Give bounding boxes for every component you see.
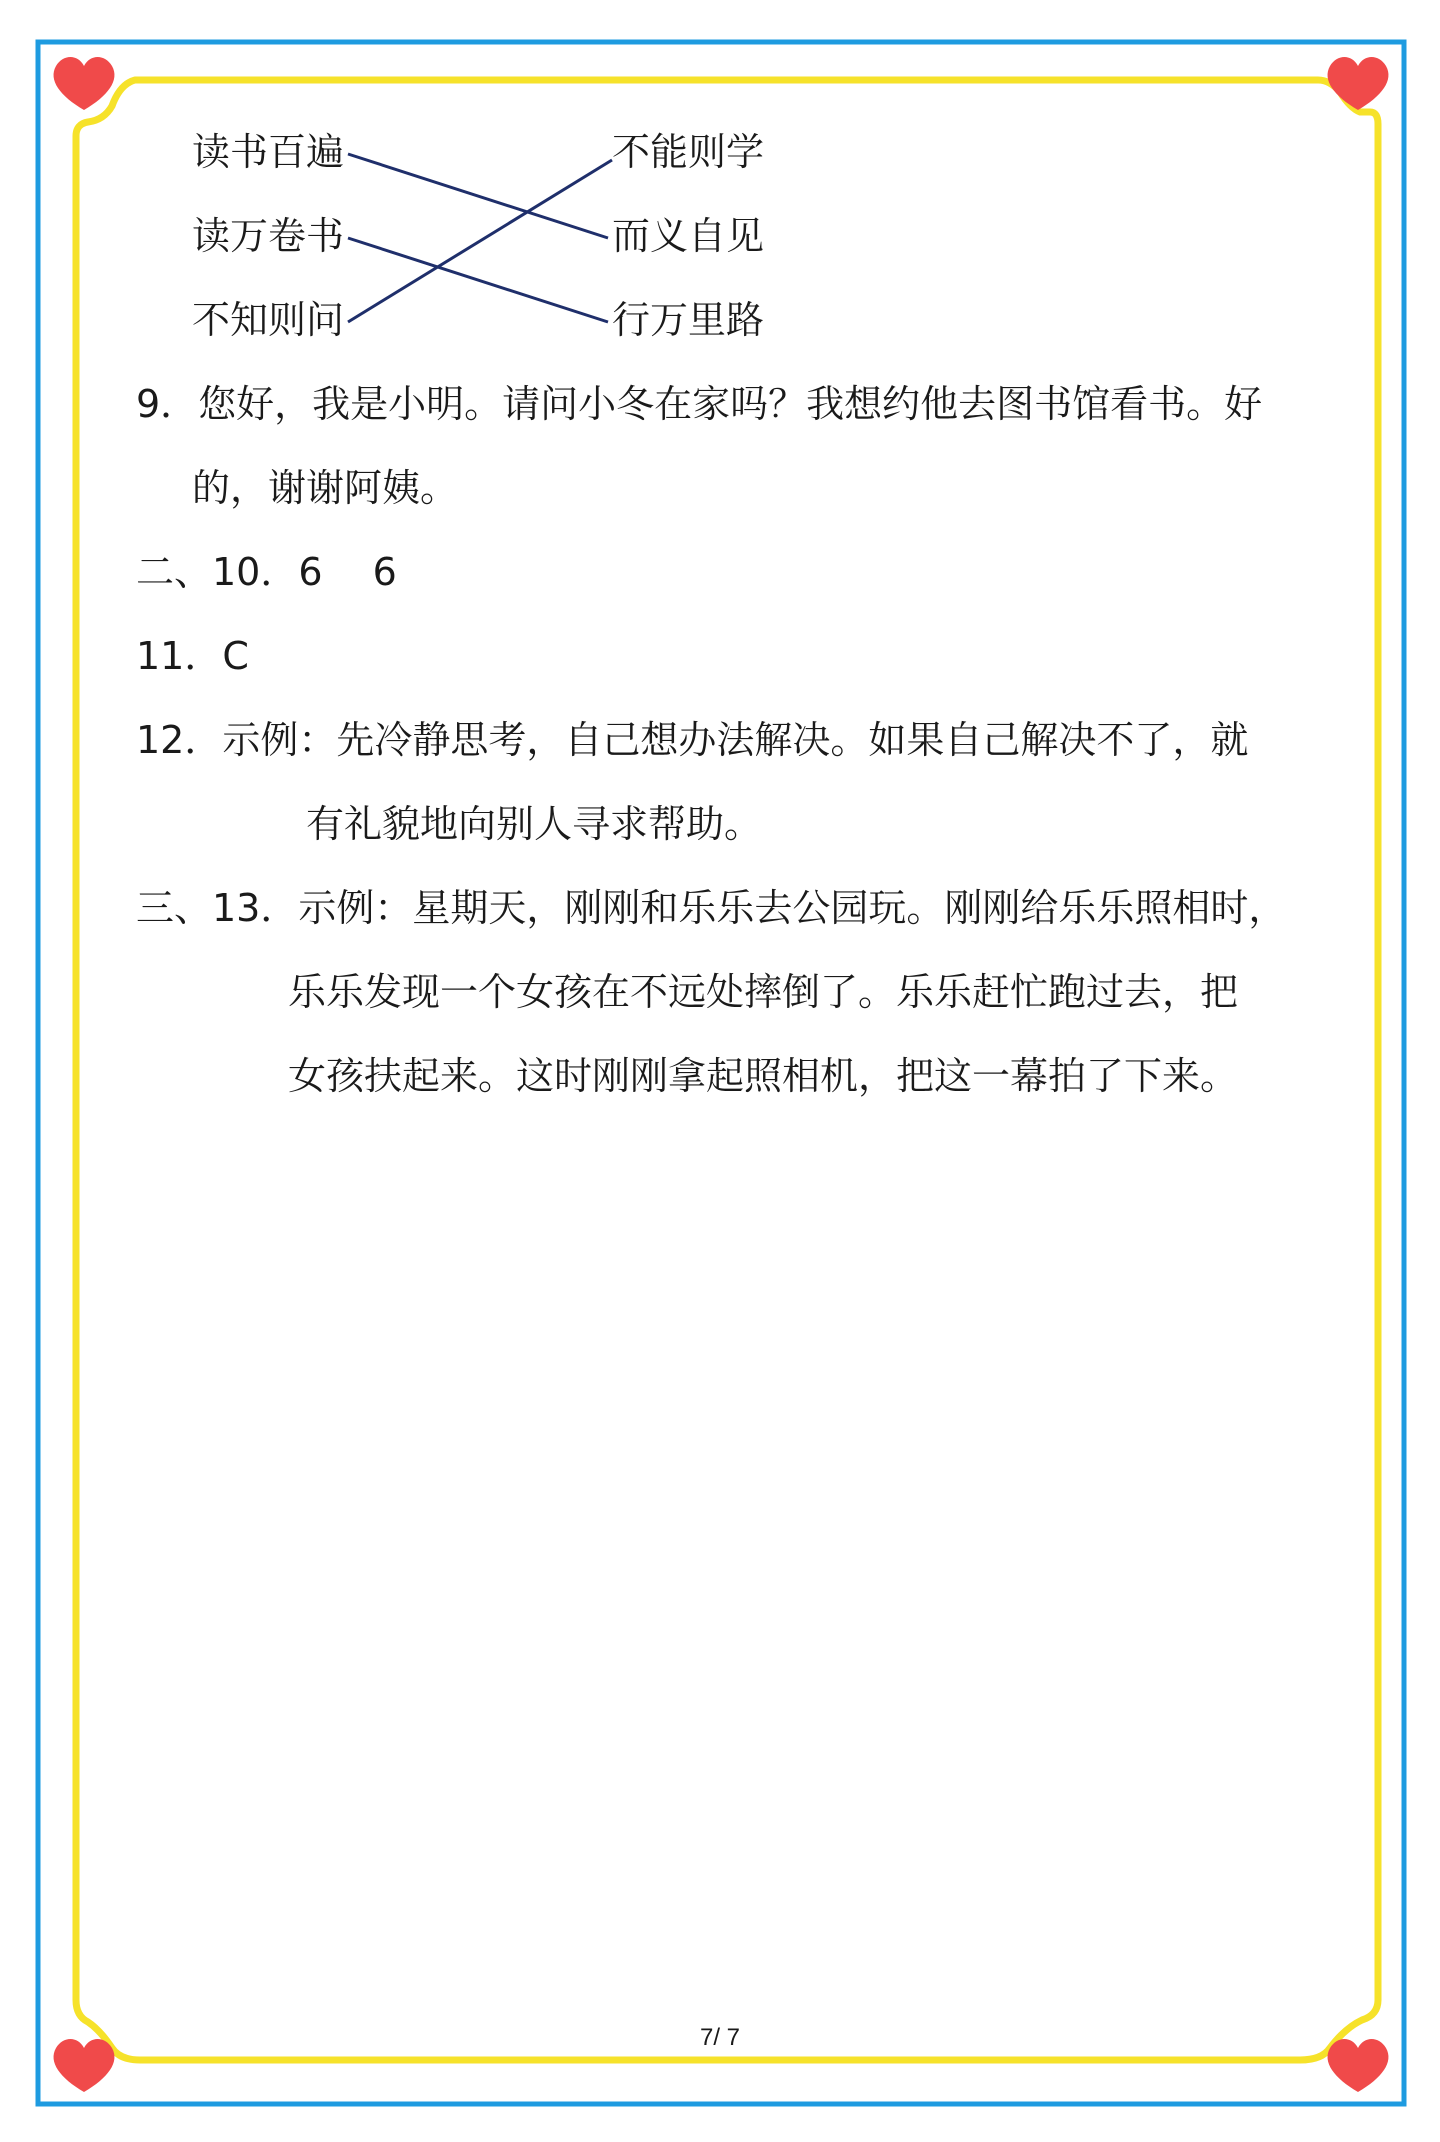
match-line-3: [348, 160, 612, 322]
answer-13-line-2: 乐乐发现一个女孩在不远处摔倒了。乐乐赶忙跑过去，把: [288, 970, 1239, 1014]
answer-12-line-2: 有礼貌地向别人寻求帮助。: [306, 802, 763, 846]
answer-13-line-1: 三、13．示例：星期天，刚刚和乐乐去公园玩。刚刚给乐乐照相时，: [136, 886, 1287, 930]
match-left-1: 读书百遍: [192, 130, 345, 174]
answer-9-line-1: 9．您好，我是小明。请问小冬在家吗？我想约他去图书馆看书。好: [136, 382, 1263, 426]
answer-12-line-1: 12．示例：先冷静思考，自己想办法解决。如果自己解决不了，就: [136, 718, 1249, 762]
answer-9-line-2: 的，谢谢阿姨。: [192, 466, 459, 510]
match-right-1: 不能则学: [612, 130, 765, 174]
answer-13-line-3: 女孩扶起来。这时刚刚拿起照相机，把这一幕拍了下来。: [288, 1054, 1239, 1098]
match-left-2: 读万卷书: [192, 214, 345, 258]
answer-11: 11．C: [136, 634, 249, 678]
match-left-3: 不知则问: [192, 298, 345, 342]
match-line-1: [348, 154, 608, 238]
match-line-2: [348, 238, 608, 322]
match-right-3: 行万里路: [612, 298, 765, 342]
match-right-2: 而义自见: [612, 214, 765, 258]
answer-10: 二、10．6 6: [136, 550, 397, 594]
page-number: 7/ 7: [699, 2024, 741, 2051]
